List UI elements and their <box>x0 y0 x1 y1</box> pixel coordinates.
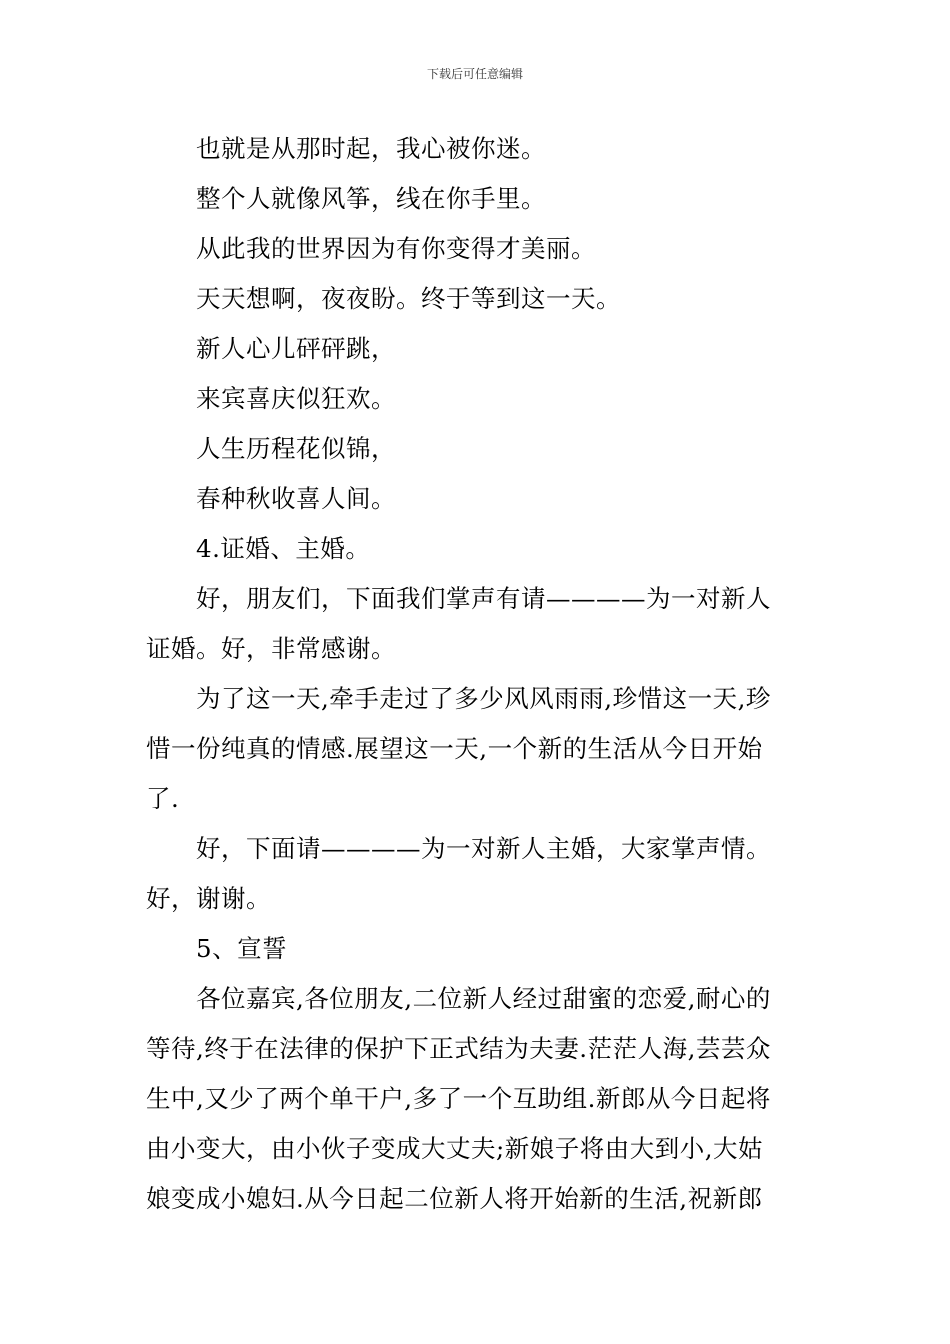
header-note: 下载后可任意编辑 <box>426 67 523 81</box>
text-line: 各位嘉宾,各位朋友,二位新人经过甜蜜的恋爱,耐心的 <box>196 984 771 1013</box>
text-line: 好，下面请————为一对新人主婚，大家掌声情。 <box>196 834 771 863</box>
text-line: 也就是从那时起，我心被你迷。 <box>196 134 546 163</box>
document-body <box>146 124 816 1224</box>
text-line: 为了这一天,牵手走过了多少风风雨雨,珍惜这一天,珍 <box>196 684 771 713</box>
text-line: 来宾喜庆似狂欢。 <box>196 384 396 413</box>
text-line: 由小变大，由小伙子变成大丈夫;新娘子将由大到小,大姑 <box>146 1134 764 1163</box>
text-line: 好，朋友们，下面我们掌声有请————为一对新人 <box>196 584 771 613</box>
section-heading: 4.证婚、主婚。 <box>196 534 371 563</box>
text-line: 惜一份纯真的情感.展望这一天,一个新的生活从今日开始 <box>146 734 763 763</box>
text-line: 娘变成小媳妇.从今日起二位新人将开始新的生活,祝新郎 <box>146 1184 763 1213</box>
text-line: 春种秋收喜人间。 <box>196 484 396 513</box>
section-heading: 5、宣誓 <box>196 934 288 963</box>
text-line: 新人心儿砰砰跳， <box>196 334 396 363</box>
text-line: 等待,终于在法律的保护下正式结为夫妻.茫茫人海,芸芸众 <box>146 1034 771 1063</box>
text-line: 证婚。好，非常感谢。 <box>146 634 396 663</box>
text-line: 天天想啊，夜夜盼。终于等到这一天。 <box>196 284 621 313</box>
text-line: 从此我的世界因为有你变得才美丽。 <box>196 234 596 263</box>
text-line: 了. <box>146 784 180 813</box>
text-line: 好，谢谢。 <box>146 884 271 913</box>
text-line: 人生历程花似锦， <box>196 434 396 463</box>
text-line: 整个人就像风筝，线在你手里。 <box>196 184 546 213</box>
text-line: 生中,又少了两个单干户,多了一个互助组.新郎从今日起将 <box>146 1084 771 1113</box>
